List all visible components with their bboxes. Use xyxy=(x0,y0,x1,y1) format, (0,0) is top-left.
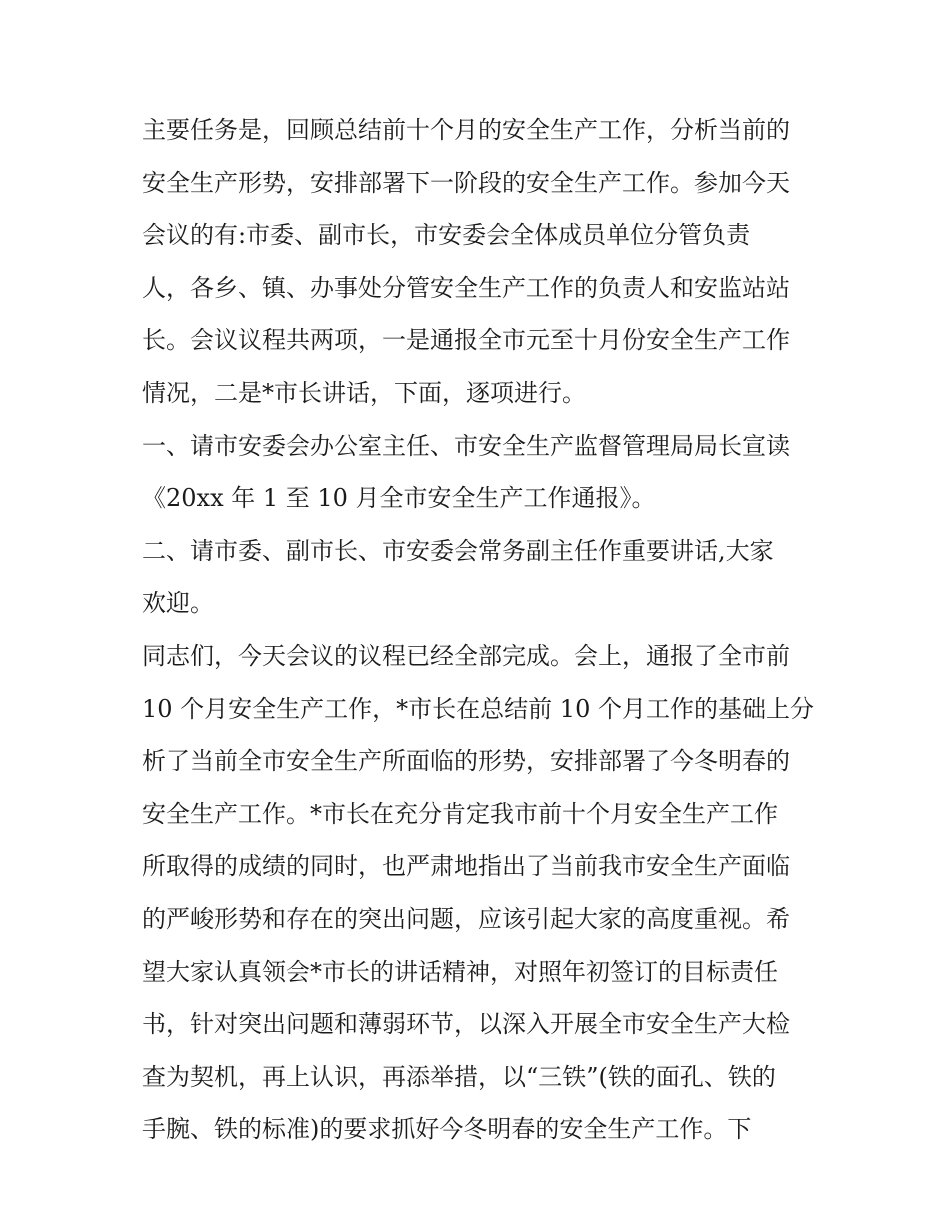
text-line: 手腕、铁的标准)的要求抓好今冬明春的安全生产工作。下 xyxy=(142,1115,752,1144)
text-line: 主要任务是，回顾总结前十个月的安全生产工作，分析当前的 xyxy=(142,116,790,144)
text-line: 的严峻形势和存在的突出问题，应该引起大家的高度重视。希 xyxy=(142,904,790,933)
body-text xyxy=(142,110,822,1162)
text-line: 人，各乡、镇、办事处分管安全生产工作的负责人和安监站站 xyxy=(142,273,790,302)
text-line: 《20xx 年 1 至 10 月全市安全生产工作通报》。 xyxy=(142,484,656,513)
text-line: 一、请市安委会办公室主任、市安全生产监督管理局局长宣读 xyxy=(142,431,790,460)
text-line: 析了当前全市安全生产所面临的形势，安排部署了今冬明春的 xyxy=(142,747,790,776)
text-line: 欢迎。 xyxy=(142,589,214,618)
text-line: 望大家认真领会*市长的讲话精神，对照年初签订的目标责任 xyxy=(142,957,778,986)
text-line: 长。会议议程共两项，一是通报全市元至十月份安全生产工作 xyxy=(142,326,790,355)
text-line: 查为契机，再上认识，再添举措，以“三铁”(铁的面孔、铁的 xyxy=(142,1062,776,1091)
text-line: 情况，二是*市长讲话，下面，逐项进行。 xyxy=(142,378,586,407)
text-line: 会议的有:市委、副市长，市安委会全体成员单位分管负责 xyxy=(142,221,751,250)
text-line: 安全生产形势，安排部署下一阶段的安全生产工作。参加今天 xyxy=(142,168,790,197)
text-line: 所取得的成绩的同时，也严肃地指出了当前我市安全生产面临 xyxy=(142,852,790,881)
text-line: 同志们，今天会议的议程已经全部完成。会上，通报了全市前 xyxy=(142,641,790,670)
text-line: 二、请市委、副市长、市安委会常务副主任作重要讲话,大家 xyxy=(142,536,774,565)
text-line: 书，针对突出问题和薄弱环节，以深入开展全市安全生产大检 xyxy=(142,1010,790,1039)
text-line: 10 个月安全生产工作，*市长在总结前 10 个月工作的基础上分 xyxy=(142,694,814,723)
text-line: 安全生产工作。*市长在充分肯定我市前十个月安全生产工作 xyxy=(142,799,778,828)
